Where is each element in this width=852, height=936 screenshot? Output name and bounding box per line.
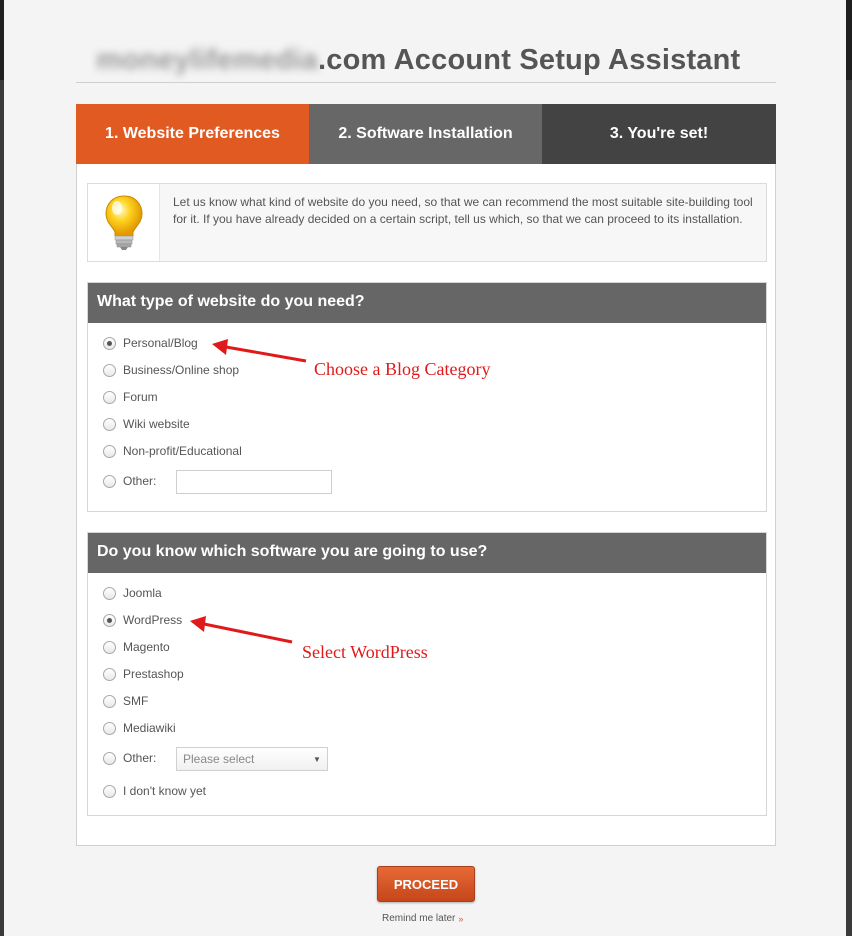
option-label: Mediawiki bbox=[123, 721, 176, 735]
title-domain-blurred: moneylifemedia bbox=[96, 44, 318, 76]
step-website-preferences[interactable]: 1. Website Preferences bbox=[76, 104, 309, 164]
info-text: Let us know what kind of website do you need, so that we can recommend the most suitable site-building tool for it. If you have already decided on a certain script, tell us which, so that we can proceed to its installation. bbox=[173, 195, 753, 226]
annotation-blog-category: Choose a Blog Category bbox=[314, 359, 491, 379]
option-label: SMF bbox=[123, 694, 149, 708]
option-label: I don't know yet bbox=[123, 784, 207, 798]
option-label: Wiki website bbox=[123, 417, 190, 431]
step-software-installation[interactable]: 2. Software Installation bbox=[309, 104, 542, 164]
chevron-down-icon[interactable]: ▼ bbox=[313, 754, 321, 764]
option-label: Non-profit/Educational bbox=[123, 444, 242, 458]
annotation-select-wordpress: Select WordPress bbox=[302, 642, 428, 662]
backdrop-right bbox=[846, 0, 852, 80]
option-label: Forum bbox=[123, 390, 158, 404]
option-label: Joomla bbox=[123, 586, 162, 600]
title-text: .com Account Setup Assistant bbox=[318, 44, 741, 76]
step-youre-set[interactable]: 3. You're set! bbox=[542, 104, 776, 164]
option-label: Magento bbox=[123, 640, 170, 654]
remind-label: Remind me later bbox=[382, 913, 456, 924]
proceed-button[interactable]: PROCEED bbox=[377, 866, 475, 902]
option-label: Prestashop bbox=[123, 667, 184, 681]
website-type-heading: What type of website do you need? bbox=[88, 283, 766, 323]
select-value: Please select bbox=[183, 752, 255, 766]
double-chevron-right-icon: » bbox=[458, 913, 464, 924]
remind-me-later-link[interactable] bbox=[382, 913, 463, 924]
setup-assistant-panel bbox=[4, 0, 846, 936]
annotation-arrow-blog bbox=[4, 0, 846, 936]
option-label: WordPress bbox=[123, 613, 183, 627]
option-label: Other: bbox=[123, 751, 157, 765]
option-label: Other: bbox=[123, 474, 157, 488]
option-label: Business/Online shop bbox=[123, 363, 240, 377]
option-label: Personal/Blog bbox=[123, 336, 198, 350]
software-heading: Do you know which software you are going to use? bbox=[88, 533, 766, 573]
